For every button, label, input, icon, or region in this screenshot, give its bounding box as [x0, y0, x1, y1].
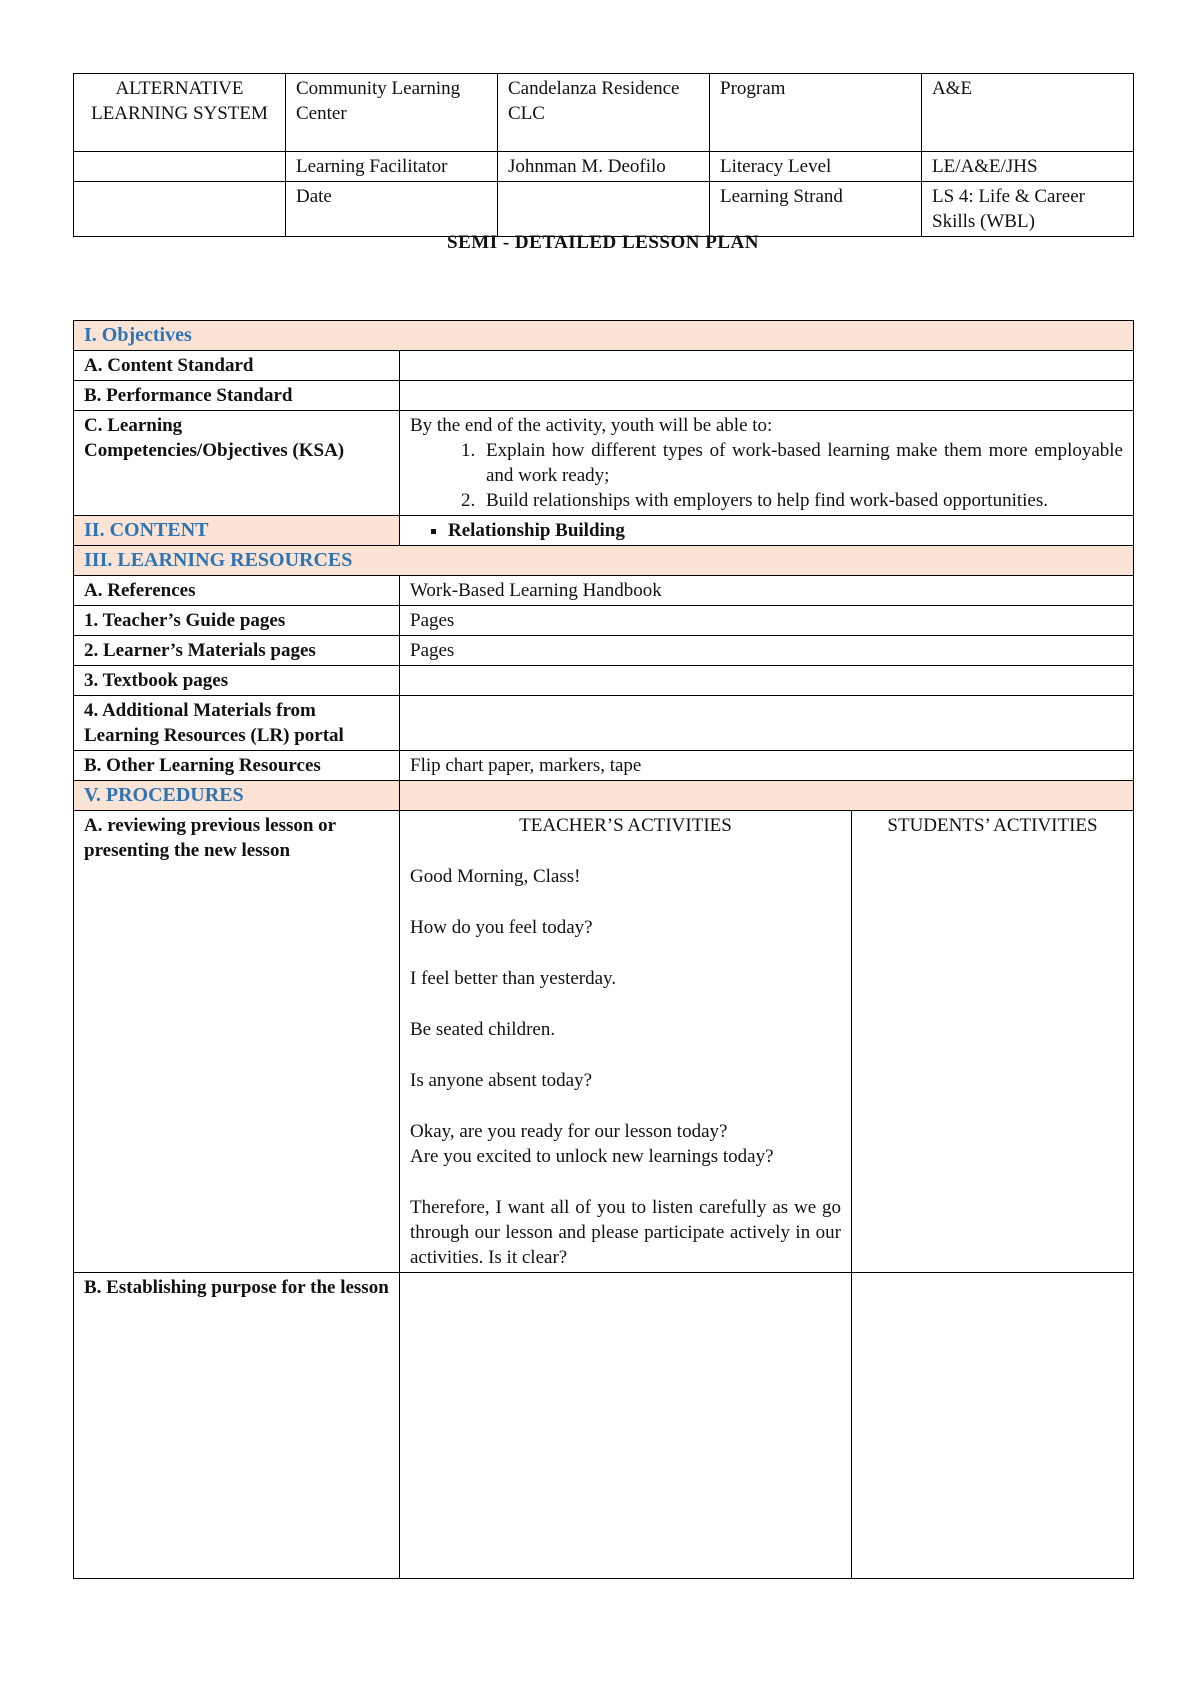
section-resources: III. LEARNING RESOURCES — [74, 546, 1134, 576]
procedure-b-students-cell — [852, 1273, 1134, 1579]
list-item: 2. Build relationships with employers to help find work-based opportunities. — [480, 488, 1123, 513]
procedures-header-fill — [400, 781, 1134, 811]
content-cell — [400, 516, 1134, 546]
lesson-plan-table — [73, 320, 1134, 1579]
date-label: Date — [286, 182, 498, 237]
tg-pages-value: Pages — [400, 606, 1134, 636]
procedure-a-label: A. reviewing previous lesson or presenting the new lesson — [74, 811, 400, 1273]
procedure-b-teacher-cell — [400, 1273, 852, 1579]
teacher-line: Therefore, I want all of you to listen carefully as we go through our lesson and please participate actively in our activities. Is it clear? — [410, 1197, 841, 1268]
textbook-pages-value — [400, 666, 1134, 696]
other-resources-value: Flip chart paper, markers, tape — [400, 751, 1134, 781]
competencies-label: C. Learning Competencies/Objectives (KSA) — [74, 411, 400, 516]
content-standard-value — [400, 351, 1134, 381]
strand-label: Learning Strand — [710, 182, 922, 237]
clc-label: Community Learning Center — [286, 74, 498, 152]
program-value: A&E — [922, 74, 1134, 152]
strand-value: LS 4: Life & Career Skills (WBL) — [922, 182, 1134, 237]
additional-materials-value — [400, 696, 1134, 751]
content-list — [410, 518, 1123, 543]
document-title: SEMI - DETAILED LESSON PLAN — [447, 232, 759, 253]
section-content: II. CONTENT — [74, 516, 400, 546]
teacher-line: How do you feel today? — [410, 917, 593, 938]
blank-cell — [74, 182, 286, 237]
teacher-activities-header: TEACHER’S ACTIVITIES — [519, 815, 732, 836]
students-activities-header: STUDENTS’ ACTIVITIES — [887, 815, 1098, 836]
students-activities — [852, 811, 1134, 1273]
header-table — [73, 73, 1134, 237]
tg-pages-label: 1. Teacher’s Guide pages — [74, 606, 400, 636]
facilitator-label: Learning Facilitator — [286, 152, 498, 182]
teacher-line: Are you excited to unlock new learnings today? — [410, 1146, 774, 1167]
teacher-line: Be seated children. — [410, 1019, 556, 1040]
list-item: 1. Explain how different types of work-based learning make them more employable and work ready; — [480, 438, 1123, 488]
competencies-list — [410, 438, 1123, 513]
competencies-intro: By the end of the activity, youth will be able to: — [410, 415, 773, 436]
content-topic: ▪ Relationship Building — [448, 518, 1123, 543]
textbook-pages-label: 3. Textbook pages — [74, 666, 400, 696]
literacy-label: Literacy Level — [710, 152, 922, 182]
facilitator-value: Johnman M. Deofilo — [498, 152, 710, 182]
references-label: A. References — [74, 576, 400, 606]
section-procedures: V. PROCEDURES — [74, 781, 400, 811]
competencies-cell — [400, 411, 1134, 516]
teacher-activities — [400, 811, 852, 1273]
date-value — [498, 182, 710, 237]
literacy-value: LE/A&E/JHS — [922, 152, 1134, 182]
performance-standard-label: B. Performance Standard — [74, 381, 400, 411]
procedure-b-label: B. Establishing purpose for the lesson — [74, 1273, 400, 1579]
teacher-line: Good Morning, Class! — [410, 866, 581, 887]
program-label: Program — [710, 74, 922, 152]
references-value: Work-Based Learning Handbook — [400, 576, 1134, 606]
clc-value: Candelanza Residence CLC — [498, 74, 710, 152]
section-objectives: I. Objectives — [74, 321, 1134, 351]
content-standard-label: A. Content Standard — [74, 351, 400, 381]
performance-standard-value — [400, 381, 1134, 411]
lm-pages-value: Pages — [400, 636, 1134, 666]
teacher-line: Is anyone absent today? — [410, 1070, 593, 1091]
lm-pages-label: 2. Learner’s Materials pages — [74, 636, 400, 666]
additional-materials-label: 4. Additional Materials from Learning Resources (LR) portal — [74, 696, 400, 751]
other-resources-label: B. Other Learning Resources — [74, 751, 400, 781]
teacher-line: I feel better than yesterday. — [410, 968, 617, 989]
teacher-line: Okay, are you ready for our lesson today? — [410, 1121, 728, 1142]
system-name: ALTERNATIVE LEARNING SYSTEM — [74, 74, 286, 152]
blank-cell — [74, 152, 286, 182]
